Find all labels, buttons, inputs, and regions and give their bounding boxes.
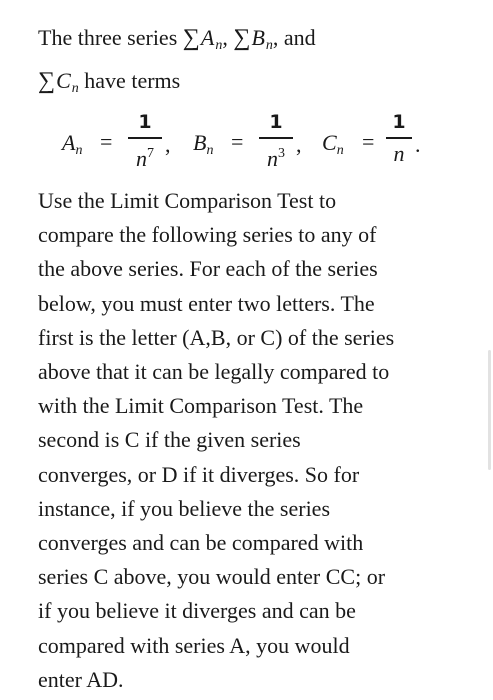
numerator: 1 [269,111,283,133]
instruction-line: converges, or D if it diverges. So for [38,461,360,487]
separator: , and [272,25,316,50]
term-c-fraction [386,110,412,167]
vertical-scrollbar[interactable] [488,350,491,470]
term-b-lhs: $B_n$ [193,130,214,158]
sum-symbol: ∑ [182,25,200,51]
sum-symbol: ∑ [233,25,251,51]
instruction-line: the above series. For each of the series [38,256,378,282]
fraction-bar [128,137,162,139]
instruction-line: first is the letter (A,B, or C) of the series [38,324,395,350]
term-definitions [0,108,493,178]
denominator: n [393,140,405,166]
denominator: $n^3$ [267,145,285,171]
equals-sign: = [362,129,375,154]
intro-line-2 [38,63,468,106]
punctuation: . [415,132,421,157]
series-b-symbol: $B_n$ [251,25,273,53]
instruction-line: instance, if you believe the series [38,495,331,521]
equals-sign: = [100,129,113,154]
instruction-line: converges and can be compared with [38,530,364,556]
intro-paragraph [38,20,468,106]
sum-symbol: ∑ [38,68,56,94]
instruction-line: compared with series A, you would [38,632,350,658]
fraction-bar [386,137,412,139]
numerator: 1 [392,111,406,133]
intro-suffix: have terms [84,68,181,93]
term-c-lhs: $C_n$ [322,130,344,158]
instruction-line: below, you must enter two letters. The [38,290,375,316]
instruction-line: series C above, you would enter CC; or [38,564,386,590]
instructions-paragraph [38,184,478,697]
punctuation: , [296,132,302,157]
punctuation: , [165,132,171,157]
term-a-fraction [128,110,162,172]
denominator: $n^7$ [136,145,154,171]
numerator: 1 [138,111,152,133]
series-a-symbol: $A_n$ [200,25,223,53]
series-c-symbol: $C_n$ [56,68,79,96]
instruction-line: with the Limit Comparison Test. The [38,393,364,419]
instruction-line: compare the following series to any of [38,222,377,248]
equals-sign: = [231,129,244,154]
fraction-bar [259,137,293,139]
intro-line-1 [38,20,468,63]
intro-prefix: The three series [38,25,178,50]
separator: , [222,25,228,50]
term-b-fraction [259,110,293,172]
instruction-line: if you believe it diverges and can be [38,598,356,624]
instruction-line: second is C if the given series [38,427,301,453]
instruction-line: Use the Limit Comparison Test to [38,188,337,213]
instruction-line: enter AD. [38,666,124,692]
instruction-line: above that it can be legally compared to [38,359,390,385]
term-a-lhs: $A_n$ [62,130,83,158]
